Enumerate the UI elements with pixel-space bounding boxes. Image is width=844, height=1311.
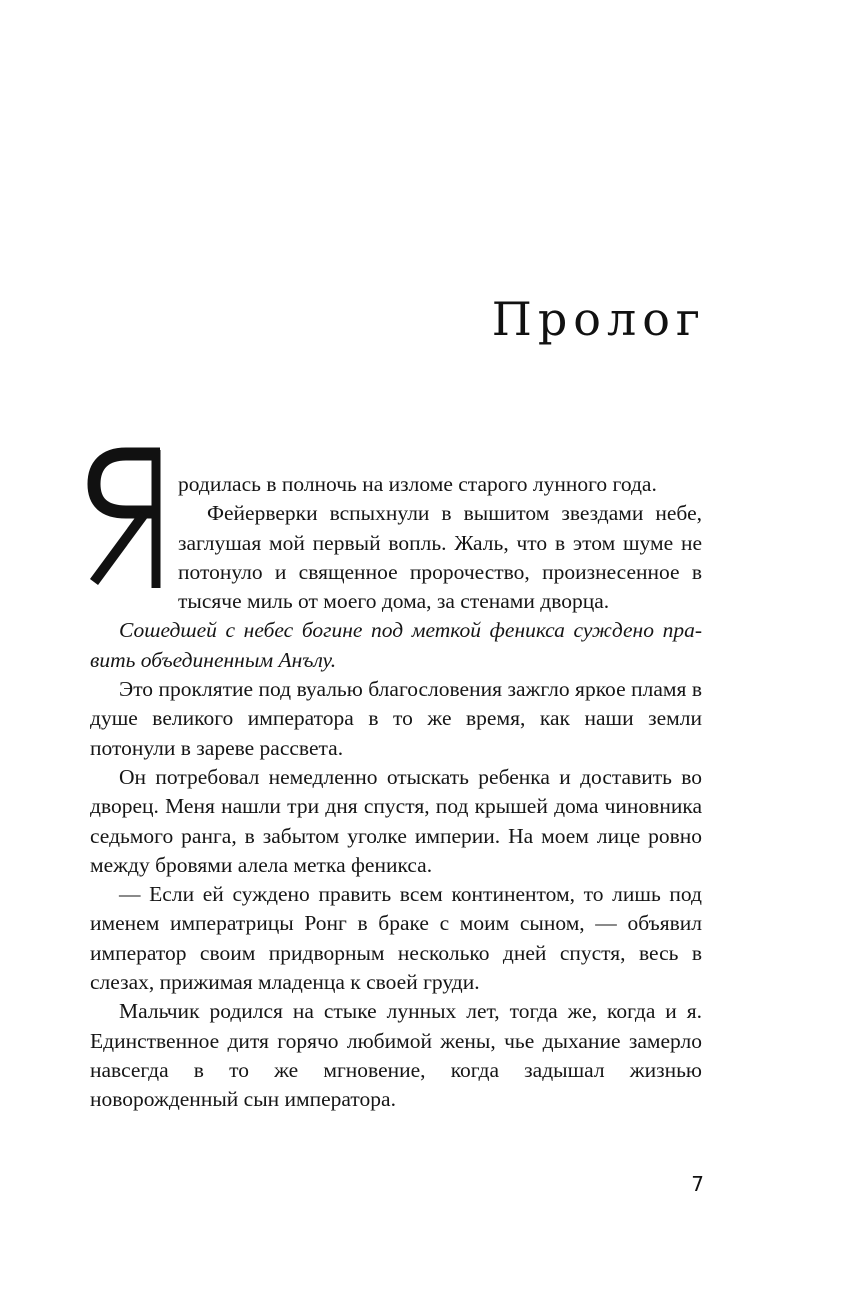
paragraph: Фейерверки вспыхнули в вышитом звездами небе, заглушая мой первый вопль. Жаль, что в этом шуме не потонуло и священное пророчество, произнесенное в тысяче миль от моего дома, за стенами дворца. — [178, 501, 702, 614]
drop-cap-space — [90, 470, 178, 588]
paragraph — [90, 470, 702, 499]
paragraph: — Если ей суждено править всем континентом, то лишь под именем императрицы Ронг в браке с моим сыном, — объявил император своим придворным несколько дней спустя, весь в слезах, прижимая младенца к своей груди. — [90, 882, 702, 995]
paragraph: Мальчик родился на стыке лунных лет, тогда же, когда и я. Единственное дитя горячо любимой жены, чье дыхание замерло навсегда в то же мгновение, когда задышал жизнью новорожденный сын императора. — [90, 999, 702, 1112]
paragraph: Он потребовал немедленно отыскать ребенка и доставить во дворец. Меня нашли три дня спустя, под крышей дома чиновника седьмого ранга, в забытом уголке империи. На моем лице ровно между бровями алела метка феникса. — [90, 764, 702, 877]
chapter-body — [90, 470, 702, 1115]
page-number: 7 — [691, 1172, 704, 1196]
prophecy-paragraph: Сошедшей с небес богине под меткой феникса суждено править объединенным Анълу. — [90, 618, 702, 672]
paragraph-text: родилась в полночь на изломе старого лунного года. — [178, 472, 657, 496]
chapter-title: Пролог — [491, 292, 706, 346]
paragraph: Это проклятие под вуалью благословения зажгло яркое пламя в душе великого императора в то же время, как наши земли потонули в зареве рассвета. — [90, 677, 702, 760]
